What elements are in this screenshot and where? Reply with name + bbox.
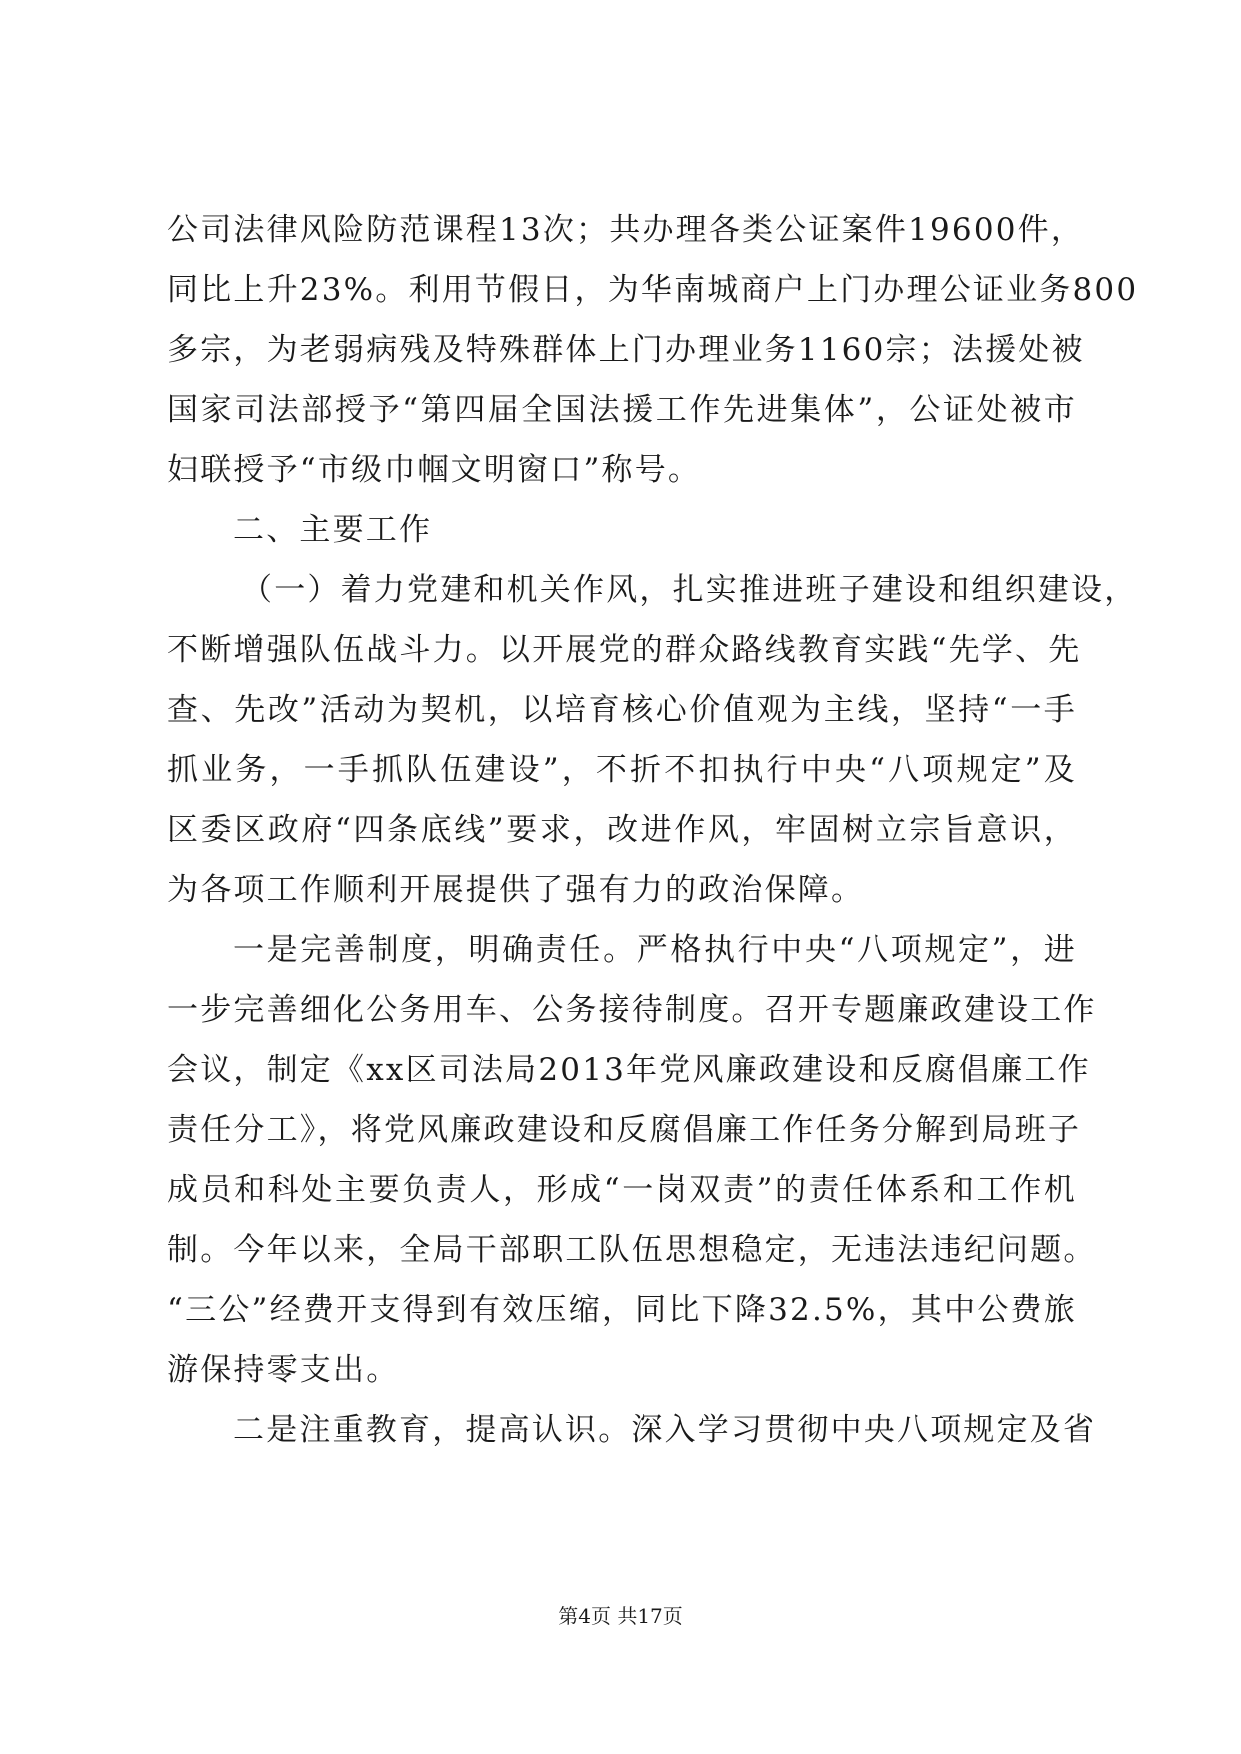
body-line: 同比上升23%。利用节假日，为华南城商户上门办理公证业务800 (167, 272, 1139, 308)
body-line: 会议，制定《xx区司法局2013年党风廉政建设和反腐倡廉工作 (167, 1052, 1091, 1088)
body-line: 一是完善制度，明确责任。严格执行中央“八项规定”，进 (233, 932, 1077, 968)
body-line: 二是注重教育，提高认识。深入学习贯彻中央八项规定及省 (233, 1412, 1097, 1448)
body-line: 公司法律风险防范课程13次；共办理各类公证案件19600件， (167, 212, 1085, 248)
body-line: 区委区政府“四条底线”要求，改进作风，牢固树立宗旨意识， (167, 812, 1077, 848)
document-body (167, 200, 1139, 1460)
body-line: 妇联授予“市级巾帼文明窗口”称号。 (167, 452, 702, 488)
body-line: 为各项工作顺利开展提供了强有力的政治保障。 (167, 872, 865, 908)
body-line: 不断增强队伍战斗力。以开展党的群众路线教育实践“先学、先 (167, 632, 1082, 668)
body-line: “三公”经费开支得到有效压缩，同比下降32.5%，其中公费旅 (167, 1292, 1077, 1328)
body-line: 查、先改”活动为契机，以培育核心价值观为主线，坚持“一手 (167, 692, 1077, 728)
body-line: 一步完善细化公务用车、公务接待制度。召开专题廉政建设工作 (167, 992, 1097, 1028)
body-line: 多宗，为老弱病残及特殊群体上门办理业务1160宗；法援处被 (167, 332, 1085, 368)
body-line: 国家司法部授予“第四届全国法援工作先进集体”，公证处被市 (167, 392, 1077, 428)
body-line: 责任分工》，将党风廉政建设和反腐倡廉工作任务分解到局班子 (167, 1112, 1082, 1148)
section-heading: 二、主要工作 (233, 512, 433, 548)
body-line: 游保持零支出。 (167, 1352, 400, 1388)
page-number-footer: 第4页 共17页 (558, 1604, 683, 1628)
body-line: 制。今年以来，全局干部职工队伍思想稳定，无违法违纪问题。 (167, 1232, 1097, 1268)
body-line: 抓业务，一手抓队伍建设”，不折不扣执行中央“八项规定”及 (167, 752, 1077, 788)
subsection-heading: （一）着力党建和机关作风，扎实推进班子建设和组织建设， (241, 572, 1138, 608)
body-line: 成员和科处主要负责人，形成“一岗双责”的责任体系和工作机 (167, 1172, 1077, 1208)
